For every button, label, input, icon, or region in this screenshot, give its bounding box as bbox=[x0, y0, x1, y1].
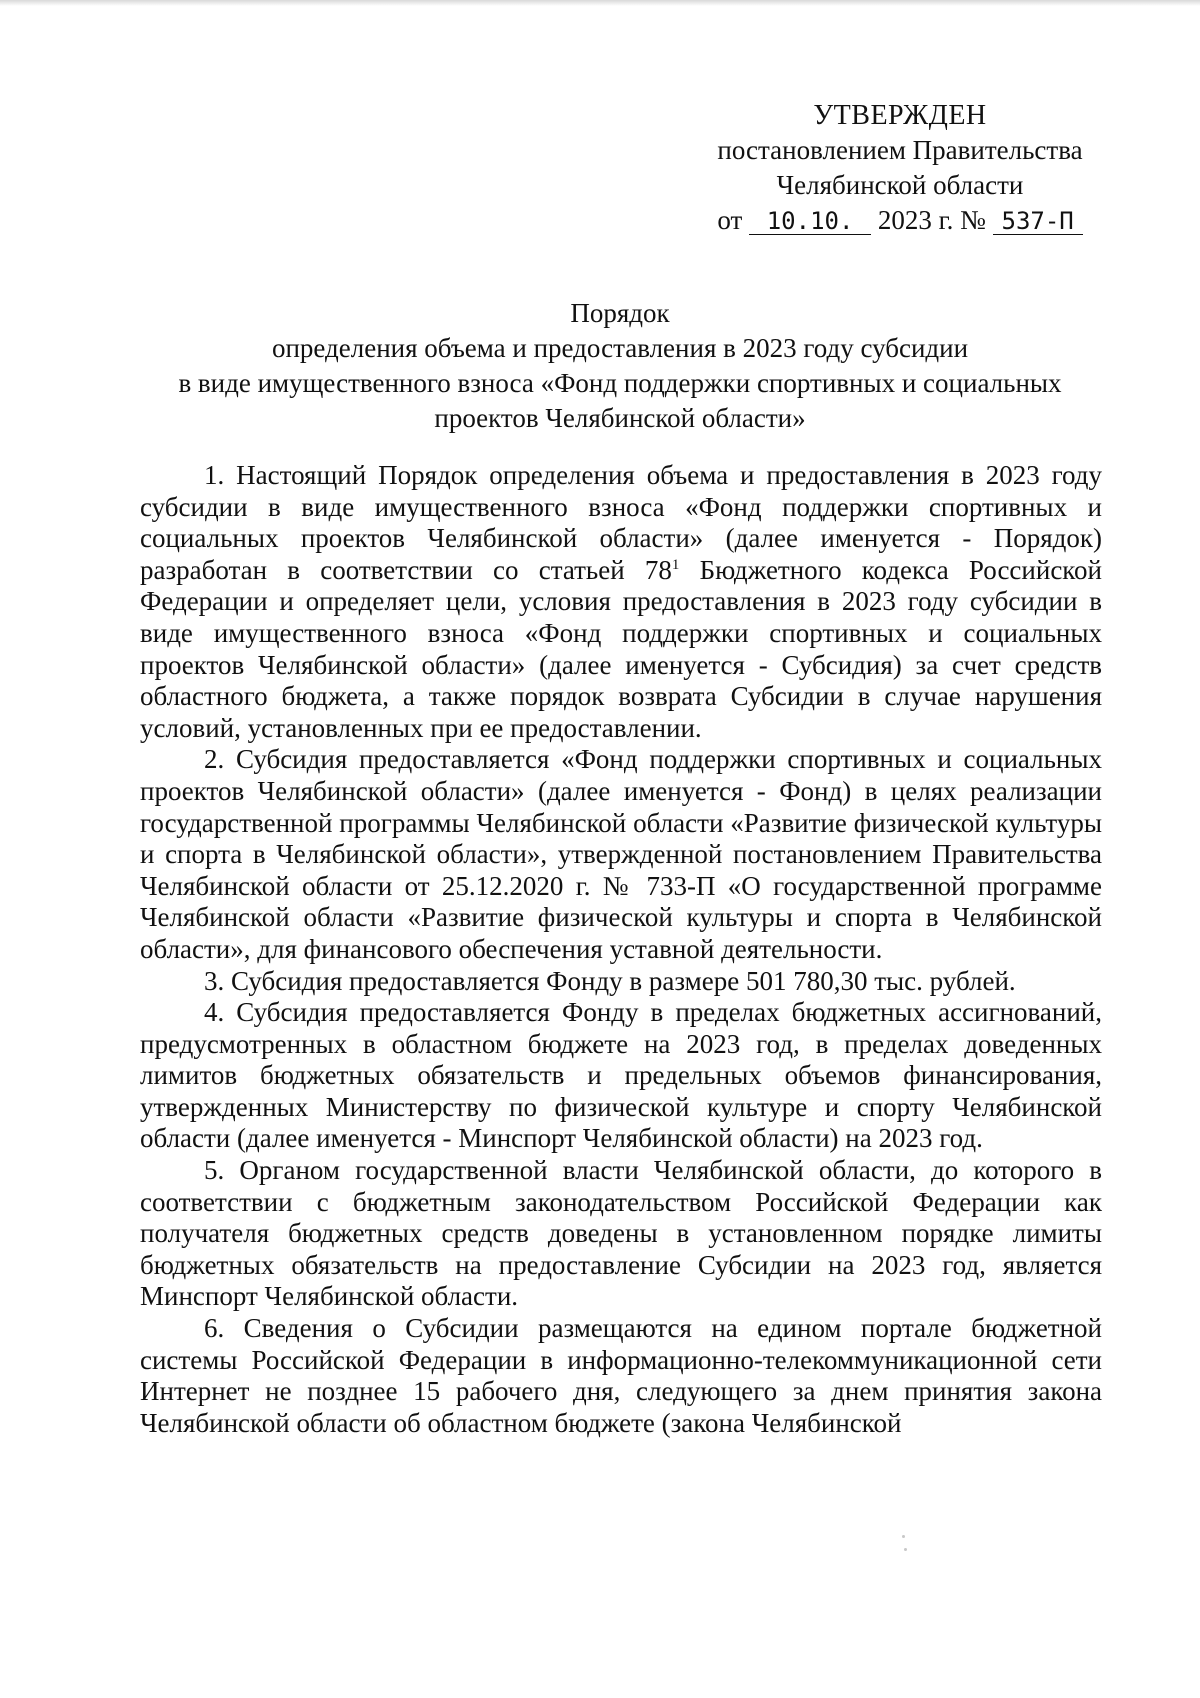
paragraph-3: 3. Субсидия предоставляется Фонду в размере 501 780,30 тыс. рублей. bbox=[204, 965, 1016, 996]
scan-speck bbox=[904, 1548, 907, 1551]
title-line-3: в виде имущественного взноса «Фонд поддержки спортивных и социальных bbox=[178, 368, 1062, 398]
scan-speck bbox=[902, 1535, 905, 1538]
approval-line-1: постановлением Правительства bbox=[717, 135, 1083, 165]
paragraph-2: 2. Субсидия предоставляется «Фонд поддержки спортивных и социальных проектов Челябинской области» (далее именуется - Фонд) в целях реализации государственной программы Челябинской области «Развитие физической культуры и спорта в Челябинской области», утвержденной постановлением Правительства Челябинской области от 25.12.2020 г. № 733-П «О государственной программе Челябинской области «Развитие физической культуры и спорта в Челябинской области», для финансового обеспечения уставной деятельности. bbox=[140, 744, 1102, 964]
approval-line-2: Челябинской области bbox=[776, 170, 1024, 200]
approval-block bbox=[690, 98, 1110, 238]
article-superscript: 1 bbox=[671, 556, 680, 573]
paragraph-5: 5. Органом государственной власти Челябинской области, до которого в соответствии с бюджетным законодательством Российской Федерации как получателя бюджетных средств доведены в установленном порядке лимиты бюджетных обязательств на предоставление Субсидии на 2023 год, является Минспорт Челябинской области. bbox=[140, 1155, 1102, 1312]
approval-heading: УТВЕРЖДЕН bbox=[813, 100, 987, 131]
paragraph-1-text-a: 1. Настоящий Порядок определения объема и предоставления в 2023 году субсидии в виде имущественного взноса «Фонд поддержки спортивных и социальных проектов Челябинской области» (далее именуется - Порядок) разработан в соответствии со статьей 78 bbox=[140, 460, 1102, 585]
paragraph-1 bbox=[140, 460, 1102, 744]
title-line-4: проектов Челябинской области» bbox=[434, 403, 806, 433]
date-value: 10.10. bbox=[749, 208, 871, 235]
year-text: 2023 г. № bbox=[877, 205, 986, 235]
paragraph-1-text-b: Бюджетного кодекса Российской Федерации и определяет цели, условия предоставления в 2023 году субсидии в виде имущественного взноса «Фонд поддержки спортивных и социальных проектов Челябинской области» (далее именуется - Субсидия) за счет средств областного бюджета, а также порядок возврата Субсидии в случае нарушения условий, установленных при ее предоставлении. bbox=[140, 554, 1102, 743]
scan-edge bbox=[0, 0, 1200, 6]
paragraph-6: 6. Сведения о Субсидии размещаются на едином портале бюджетной системы Российской Федерации в информационно-телекоммуникационной сети Интернет не позднее 15 рабочего дня, следующего за днем принятия закона Челябинской области об областном бюджете (закона Челябинской bbox=[140, 1313, 1102, 1438]
approval-dateline bbox=[690, 203, 1110, 238]
document-body bbox=[140, 460, 1102, 1439]
document-title bbox=[140, 296, 1100, 436]
paragraph-4: 4. Субсидия предоставляется Фонду в пределах бюджетных ассигнований, предусмотренных в областном бюджете на 2023 год, в пределах доведенных лимитов бюджетных обязательств и предельных объемов финансирования, утвержденных Министерству по физической культуре и спорту Челябинской области (далее именуется - Минспорт Челябинской области) на 2023 год. bbox=[140, 997, 1102, 1154]
document-number: 537-П bbox=[993, 208, 1083, 235]
date-prefix: от bbox=[717, 205, 743, 235]
title-line-2: определения объема и предоставления в 2023 году субсидии bbox=[271, 333, 969, 363]
title-line-1: Порядок bbox=[570, 298, 670, 328]
